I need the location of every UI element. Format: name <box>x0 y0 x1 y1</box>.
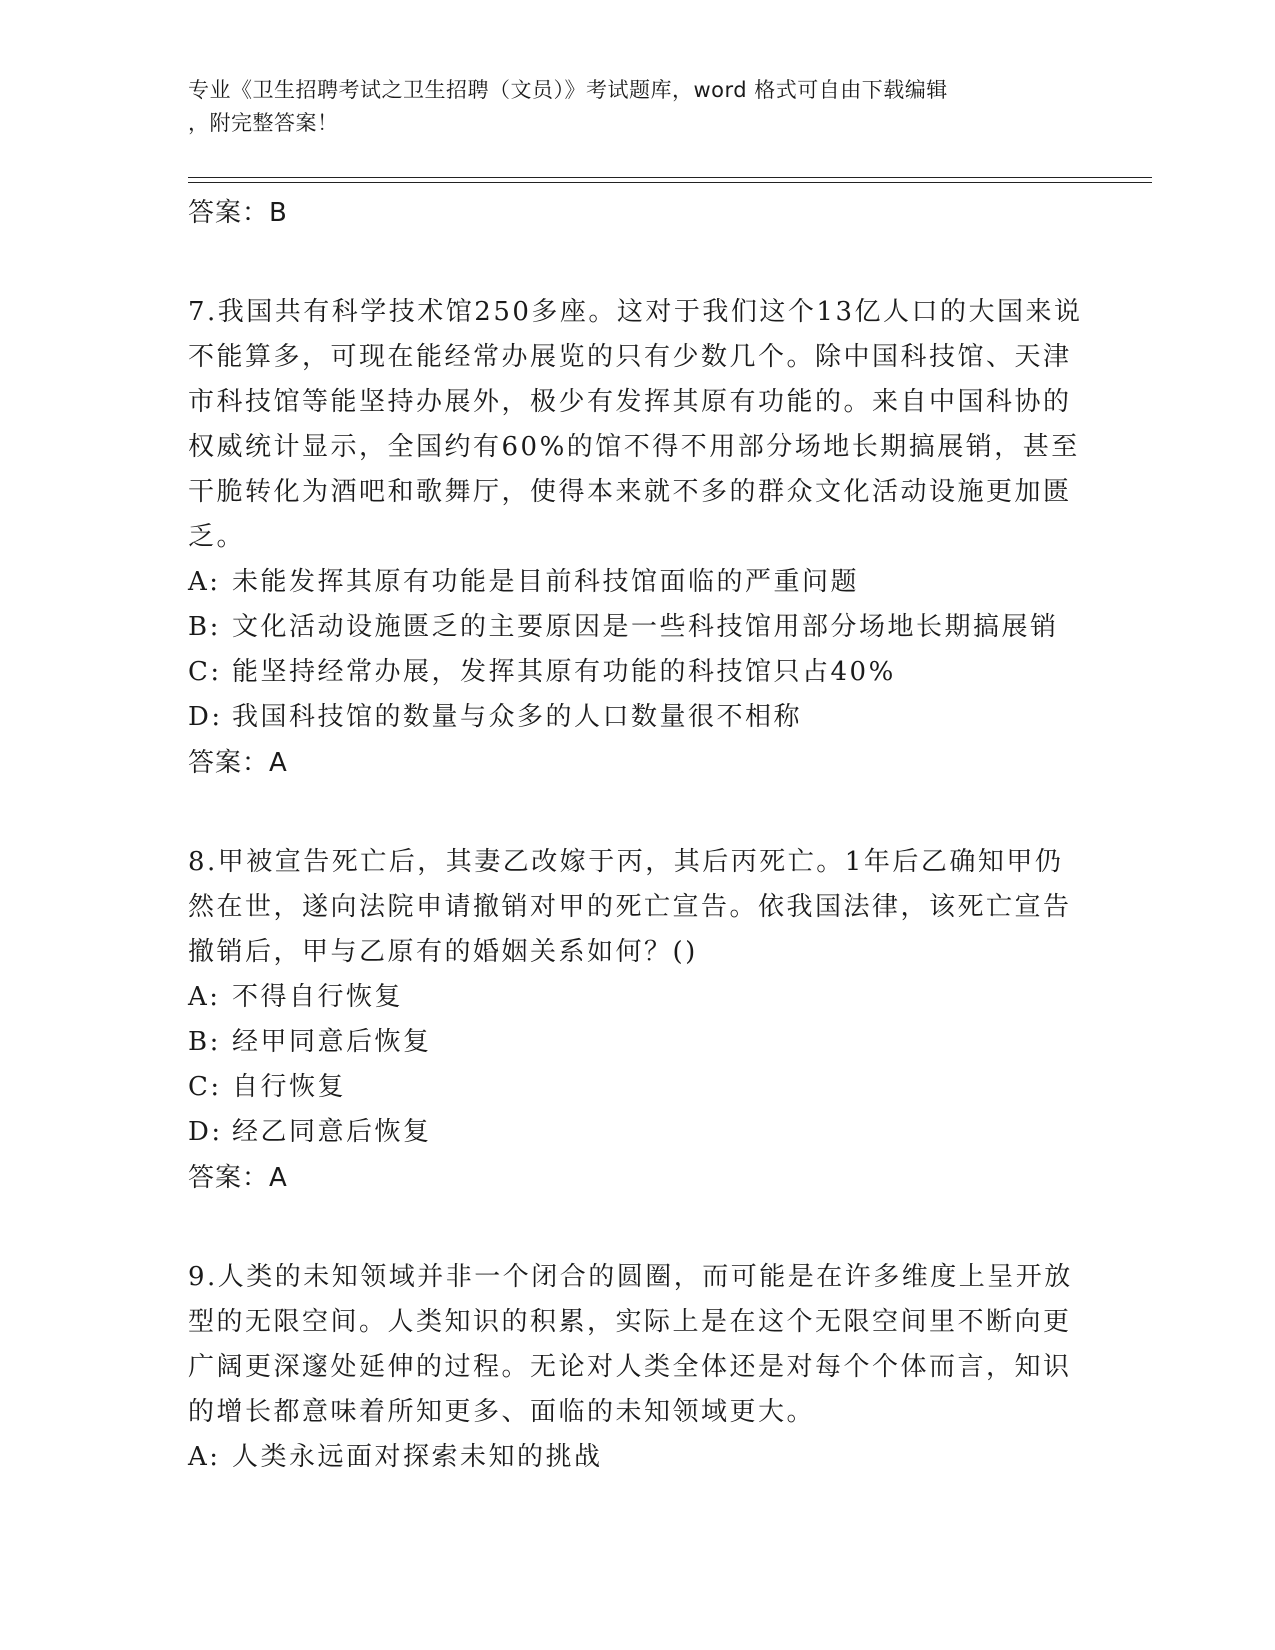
option-c <box>188 650 1088 695</box>
option-text: 文化活动设施匮乏的主要原因是一些科技馆用部分场地长期搞展销 <box>232 612 1059 642</box>
question-7 <box>188 290 1088 786</box>
option-text: 不得自行恢复 <box>232 982 404 1012</box>
option-letter: C: <box>188 1072 222 1102</box>
option-a <box>188 1435 1088 1480</box>
header-rule-bottom <box>188 182 1152 183</box>
question-9 <box>188 1255 1088 1480</box>
option-c <box>188 1065 1088 1110</box>
answer-line-q6: 答案：B <box>188 198 288 228</box>
option-text: 经甲同意后恢复 <box>232 1027 432 1057</box>
option-text: 经乙同意后恢复 <box>232 1117 432 1147</box>
page-header <box>188 74 1088 140</box>
option-text: 未能发挥其原有功能是目前科技馆面临的严重问题 <box>232 567 860 597</box>
option-a <box>188 975 1088 1020</box>
option-b <box>188 605 1088 650</box>
option-letter: D: <box>188 702 223 732</box>
option-text: 人类永远面对探索未知的挑战 <box>232 1442 603 1472</box>
option-letter: C: <box>188 657 222 687</box>
question-list <box>188 190 1088 1480</box>
option-letter: A: <box>188 567 221 597</box>
header-rule-top <box>188 177 1152 178</box>
option-text: 我国科技馆的数量与众多的人口数量很不相称 <box>232 702 803 732</box>
question-text: 8.甲被宣告死亡后，其妻乙改嫁于丙，其后丙死亡。1年后乙确知甲仍然在世，遂向法院申请撤销对甲的死亡宣告。依我国法律，该死亡宣告撤销后，甲与乙原有的婚姻关系如何？() <box>188 847 1072 967</box>
question-text: 7.我国共有科学技术馆250多座。这对于我们这个13亿人口的大国来说不能算多，可现在能经常办展览的只有少数几个。除中国科技馆、天津市科技馆等能坚持办展外，极少有发挥其原有功能的。来自中国科协的权威统计显示，全国约有60%的馆不得不用部分场地长期搞展销，甚至干脆转化为酒吧和歌舞厅，使得本来就不多的群众文化活动设施更加匮乏。 <box>188 297 1083 552</box>
question-text: 9.人类的未知领域并非一个闭合的圆圈，而可能是在许多维度上呈开放型的无限空间。人类知识的积累，实际上是在这个无限空间里不断向更广阔更深邃处延伸的过程。无论对人类全体还是对每个个体而言，知识的增长都意味着所知更多、面临的未知领域更大。 <box>188 1262 1073 1427</box>
option-text: 自行恢复 <box>232 1072 347 1102</box>
option-d <box>188 1110 1088 1155</box>
option-a <box>188 560 1088 605</box>
option-letter: A: <box>188 1442 221 1472</box>
option-letter: D: <box>188 1117 223 1147</box>
option-letter: A: <box>188 982 221 1012</box>
answer-line: 答案：A <box>188 1163 288 1193</box>
option-d <box>188 695 1088 740</box>
option-b <box>188 1020 1088 1065</box>
header-line-2: ，附完整答案！ <box>188 111 339 135</box>
option-letter: B: <box>188 1027 221 1057</box>
question-8 <box>188 840 1088 1201</box>
header-line-1: 专业《卫生招聘考试之卫生招聘（文员）》考试题库，word 格式可自由下载编辑 <box>188 78 948 102</box>
option-letter: B: <box>188 612 221 642</box>
answer-line: 答案：A <box>188 748 288 778</box>
option-text: 能坚持经常办展，发挥其原有功能的科技馆只占40% <box>232 657 896 687</box>
